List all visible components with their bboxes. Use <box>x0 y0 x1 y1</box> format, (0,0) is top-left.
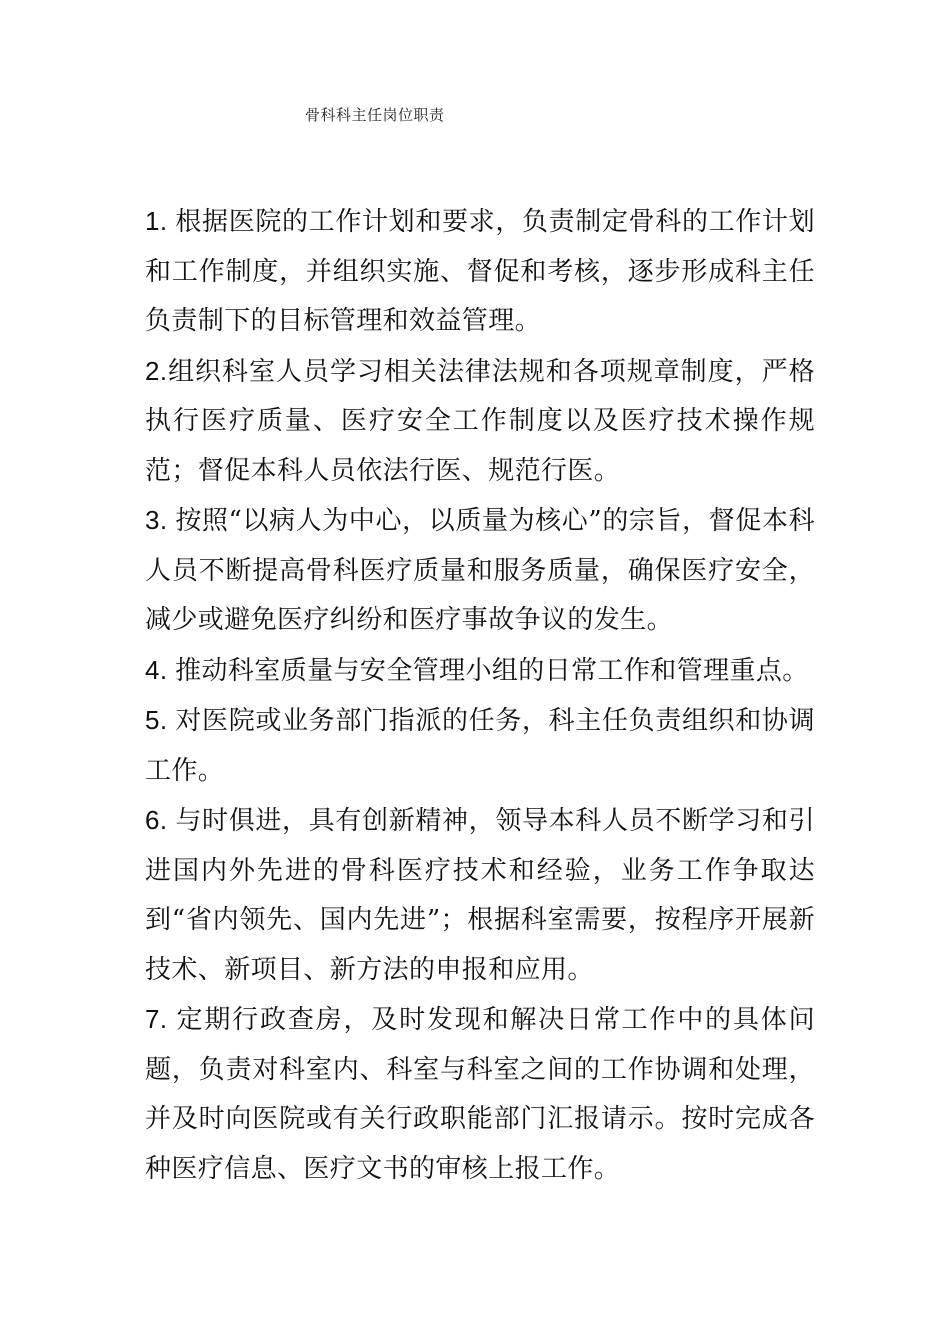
paragraph-text: 根据医院的工作计划和要求，负责制定骨科的工作计划和工作制度，并组织实施、督促和考核，逐步形成科主任负责制下的目标管理和效益管理。 <box>145 207 815 336</box>
paragraph-3 <box>145 496 815 646</box>
paragraph-number: 7. <box>145 1004 177 1034</box>
paragraph-text: 推动科室质量与安全管理小组的日常工作和管理重点。 <box>175 655 809 686</box>
paragraph-6 <box>145 796 815 995</box>
paragraph-text: 定期行政查房，及时发现和解决日常工作中的具体问题，负责对科室内、科室与科室之间的工作协调和处理，并及时向医院或有关行政职能部门汇报请示。按时完成各种医疗信息、医疗文书的审核上报工作。 <box>145 1005 815 1184</box>
document-body <box>145 197 815 1194</box>
paragraph-5 <box>145 696 815 796</box>
paragraph-number: 2. <box>145 355 168 386</box>
paragraph-text: 与时俱进，具有创新精神，领导本科人员不断学习和引进国内外先进的骨科医疗技术和经验，业务工作争取达到“省内领先、国内先进”；根据科室需要，按程序开展新技术、新项目、新方法的申报和应用。 <box>145 806 815 985</box>
paragraph-text: 对医院或业务部门指派的任务，科主任负责组织和协调工作。 <box>145 706 815 786</box>
paragraph-number: 6. <box>145 805 176 835</box>
paragraph-1 <box>145 197 815 347</box>
document-title: 骨科科主任岗位职责 <box>305 106 445 124</box>
paragraph-number: 1. <box>145 206 176 236</box>
paragraph-number: 4. <box>145 654 176 685</box>
paragraph-4 <box>145 646 815 697</box>
paragraph-text: 按照“以病人为中心，以质量为核心”的宗旨，督促本科人员不断提高骨科医疗质量和服务质量，确保医疗安全，减少或避免医疗纠纷和医疗事故争议的发生。 <box>145 506 815 635</box>
paragraph-2 <box>145 347 815 497</box>
paragraph-number: 3. <box>145 505 176 535</box>
paragraph-number: 5. <box>145 705 176 735</box>
paragraph-text: 组织科室人员学习相关法律法规和各项规章制度，严格执行医疗质量、医疗安全工作制度以及医疗技术操作规范；督促本科人员依法行医、规范行医。 <box>145 356 815 486</box>
paragraph-7 <box>145 995 815 1194</box>
